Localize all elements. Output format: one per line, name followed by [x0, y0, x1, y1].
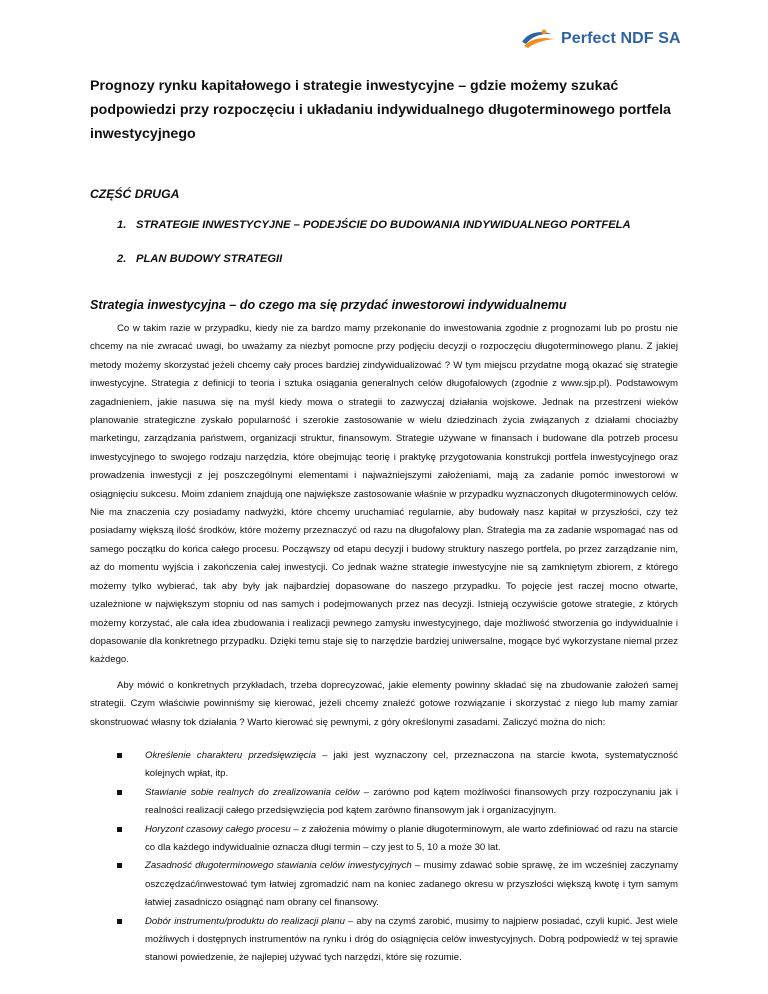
body-paragraph: Aby mówić o konkretnych przykładach, trzeba doprecyzować, jakie elementy powinny składać się na zbudowanie założeń samej strategii. Czym właściwie powinniśmy się kierować, jeżeli chcemy znaleźć gotowe rozwiązanie i skorzystać z niego lub mamy zamiar skonstruować własny tok działania ? Warto kierować się pewnymi, z góry określonymi zasadami. Zaliczyć można do nich: [90, 679, 678, 728]
list-item [90, 747, 678, 784]
toc-item-number: 2. [117, 253, 127, 265]
list-item [90, 913, 678, 968]
bullet-square-icon [117, 753, 122, 758]
toc-item-label: STRATEGIE INWESTYCYJNE – PODEJŚCIE DO BUDOWANIA INDYWIDUALNEGO PORTFELA [136, 219, 631, 231]
table-of-contents [90, 219, 678, 265]
bullet-square-icon [117, 919, 122, 924]
toc-item [117, 253, 678, 265]
principles-list [90, 747, 678, 968]
list-item-text: – zarówno pod kątem możliwości finansowych przy rozpoczynaniu jak i realności realizacji całego przedsięwzięcia pod kątem zarówno finansowym jak i organizacyjnym. [145, 786, 678, 817]
list-item [90, 857, 678, 912]
list-item-term: Określenie charakteru przedsięwzięcia [145, 749, 317, 761]
section-heading: Strategia inwestycyjna – do czego ma się przydać inwestorowi indywidualnemu [90, 298, 567, 312]
toc-item [117, 219, 678, 231]
toc-item-number: 1. [117, 219, 127, 231]
list-item-text: – jaki jest wyznaczony cel, przeznaczona na starcie kwota, systematyczność kolejnych wpłat, itp. [145, 749, 678, 780]
list-item-text: – musimy zdawać sobie sprawę, że im wcześniej zaczynamy oszczędzać/inwestować tym łatwiej zgromadzić nam na koniec zadanego okresu w przyszłości większą kwotę i tym samym łatwiej zasadniczo osiągnąć nam obrany cel finansowy. [145, 860, 678, 909]
body-paragraph: Co w takim razie w przypadku, kiedy nie za bardzo mamy przekonanie do inwestowania zgodnie z prognozami lub po prostu nie chcemy na nie zwracać uwagi, bo uważamy za niezbyt pomocne przy podjęciu decyzji o rozpoczęciu długoterminowego planu. Z jakiej metody możemy skorzystać jeżeli chcemy cały proces bardziej zindywidualizować ? W tym miejscu przydatne mogą okazać się strategie inwestycyjne. Strategia z definicji to teoria i sztuka osiągania generalnych celów długofalowych (zgodnie z www.sjp.pl). Podstawowym zagadnieniem, jakie nasuwa się na myśl kiedy mowa o strategii to zazwyczaj działania wojskowe. Jednak na przestrzeni wieków planowanie strategiczne zyskało popularność i szerokie zastosowanie w wielu dziedzinach życia związanych z działami chociażby marketingu, zarządzania państwem, organizacji struktur, finansowym. Strategie używane w finansach i budowane dla potrzeb procesu inwestycyjnego to swojego rodzaju narzędzia, które obejmując teorię i praktykę przygotowania konstrukcji portfela inwestycyjnego oraz prowadzenia inwestycji z jej poszczególnymi elementami i najważniejszymi założeniami, mają za zadanie pomóc inwestorowi w osiągnięciu sukcesu. Moim zdaniem znajdują one największe zastosowanie właśnie w przypadku wyznaczonych długoterminowych celów. Nie ma znaczenia czy posiadamy nadwyżki, które chcemy uruchamiać regularnie, aby budowały nasz kapitał w przyszłości, czy też posiadamy większą ilość środków, które możemy przeznaczyć od razu na długofalowy plan. Strategia ma za zadanie wspomagać nas od samego początku do końca całego procesu. Począwszy od etapu decyzji i budowy struktury naszego portfela, po przez zarządzanie nim, aż do momentu wyjścia i zakończenia całej inwestycji. Co jednak ważne strategie inwestycyjne nie są zamkniętym zbiorem, z którego możemy tylko wybierać, tak aby były jak najbardziej dopasowane do naszego przypadku. To pojęcie jest raczej mocno otwarte, uzależnione w największym stopniu od nas samych i podejmowanych przez nas decyzji. Istnieją oczywiście gotowe strategie, z których możemy korzystać, ale cała idea zbudowania i realizacji pewnego zamysłu inwestycyjnego, daje możliwość stworzenia go indywidualnie i dopasowanie dla konkretnego przypadku. Dzięki temu staje się to narzędzie bardziej uniwersalne, mogące być wykorzystane niemal przez każdego. [90, 323, 678, 666]
list-item-term: Stawianie sobie realnych do zrealizowania celów [145, 786, 360, 798]
part-label: CZĘŚĆ DRUGA [90, 187, 180, 201]
bullet-square-icon [117, 827, 122, 832]
list-item-term: Horyzont czasowy całego procesu [145, 823, 291, 835]
document-page [90, 74, 678, 968]
document-title: Prognozy rynku kapitałowego i strategie inwestycyjne – gdzie możemy szukać podpowiedzi przy rozpoczęciu i układaniu indywidualnego długoterminowego portfela inwestycyjnego [90, 78, 671, 142]
toc-item-label: PLAN BUDOWY STRATEGII [136, 253, 283, 265]
list-item-text: – z założenia mówimy o planie długoterminowym, ale warto zdefiniować od razu na starcie co dla każdego indywidualnie oznacza długi termin – czy jest to 5, 10 a może 30 lat. [145, 823, 678, 853]
list-item [90, 784, 678, 821]
company-logo [520, 28, 681, 50]
logo-swoosh-icon [520, 28, 556, 50]
bullet-square-icon [117, 863, 122, 868]
list-item-text: – aby na czymś zarobić, musimy to najpierw posiadać, czyli kupić. Jest wiele możliwych i dostępnych instrumentów na rynku i dróg do osiągnięcia celów inwestycyjnych. Dobrą podpowiedź w tej sprawie stanowi powiedzenie, że najlepiej używać tych narzędzi, które się rozumie. [145, 915, 678, 964]
list-item-term: Dobór instrumentu/produktu do realizacji planu [145, 915, 345, 927]
list-item-term: Zasadność długoterminowego stawiania celów inwestycyjnych [145, 860, 412, 872]
logo-text: Perfect NDF SA [561, 30, 681, 47]
list-item [90, 821, 678, 858]
bullet-square-icon [117, 790, 122, 795]
